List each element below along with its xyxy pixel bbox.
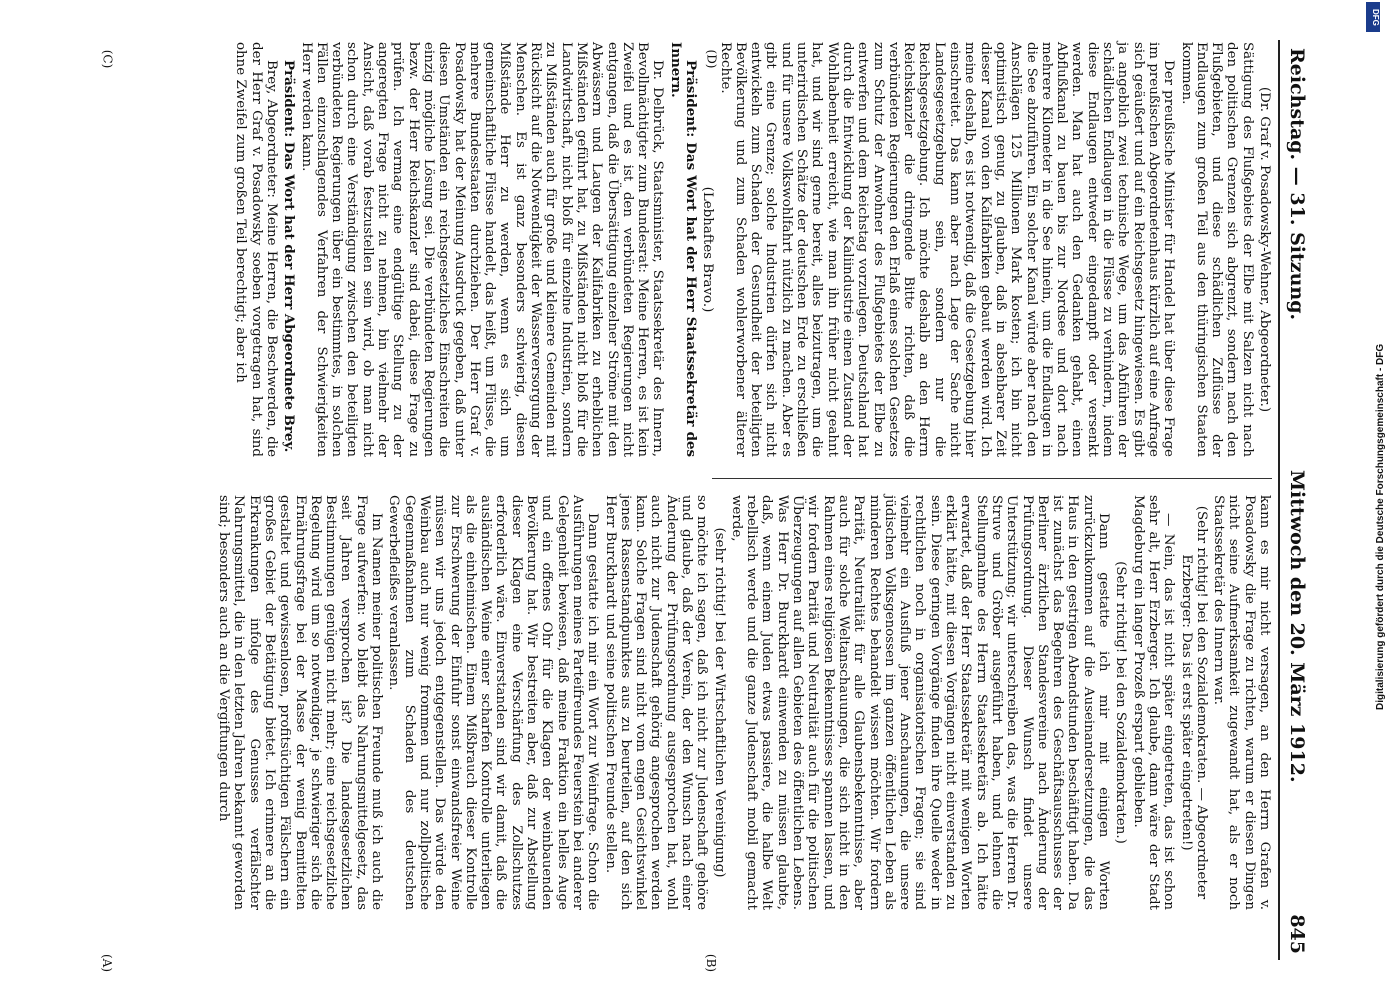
margin-mark-c: (C): [100, 49, 115, 69]
document-page: [40, 40, 1340, 960]
margin-mark-b: (B): [704, 953, 719, 973]
column-divider: [712, 478, 1272, 479]
interjection: (Sehr richtig! bei den Sozialdemokraten.): [1113, 561, 1129, 844]
column-right: [214, 495, 1272, 910]
interjection: (sehr richtig! bei der Wirtschaftlichen Vereinigung): [711, 527, 727, 878]
column-left: [231, 42, 1272, 457]
paragraph: kann es mir nicht versagen, an den Herrn Grafen v. Posadowsky die Frage zu richten, warum er diesen Dingen nicht seine Aufmerksamkeit zugewandt hat, als er noch Staatssekretär des Innern war.: [1211, 495, 1272, 910]
header-date: Mittwoch den 20. März 1912.: [1286, 470, 1308, 783]
paragraph: Dr. Delbrück, Staatsminister, Staatssekretär des Innern, Bevollmächtigter zum Bundesrat: Meine Herren, es ist kein Zweifel und es ist den verbündeten Regierungen nicht entgangen, daß die Übersättigung einzelner Ströme mit den Abwässern und Laugen der Kalifabriken zu erheblichen Mißständen geführt hat, zu Mißständen nicht bloß für die Landwirtschaft, nicht bloß für einzelne Industrien, sondern zu Mißständen auch für große und kleinere Gemeinden mit Rücksicht auf die Notwendigkeit der Wasserversorgung der Menschen. Es ist ganz besonders schwierig, diesen Mißstände Herr zu werden, wenn es sich um gemeinschaftliche Flüsse handelt, das heißt, um Flüsse, die mehrere Bundesstaaten durchziehen. Der Herr Graf v. Posadowsky hat der Meinung Ausdruck gegeben, daß unter diesen Umständen ein reichsgesetzliches Einschreiten die einzig mögliche Lösung sei. Die verbündeten Regierungen bezw. der Herr Reichskanzler sind dabei, diese Frage zu prüfen. Ich vermag eine endgültige Stellung zu der angeregten Frage nicht zu nehmen, bin vielmehr der Ansicht, daß vorab festzustellen sein wird, ob man nicht schon durch eine Verständigung zwischen den beteiligten verbündeten Regierungen über ein bestimmtes, in solchen Fällen einzuschlagendes Verfahren der Schwierigkeiten Herr werden kann.: [298, 42, 666, 457]
paragraph: Dann gestatte ich mir mit einigen Worten zurückzukommen auf die Auseinandersetzungen, die das Haus in den gestrigen Abendstunden beschäftigt haben. Da ist zunächst das Begehren des Geschäftsausschusses der Berliner ärztlichen Standesvereine nach Änderung der Prüfungsordnung. Dieser Wunsch findet unsere Unterstützung; wir unterschreiben das, was die Herren Dr. Struve und Gröber ausgeführt haben, und lehnen die Stellungnahme des Herrn Staatssekretärs ab. Ich hätte erwartet, daß der Herr Staatssekretär mit wenigen Worten erklärt hätte, mit diesen Vorgängen nicht einverstanden zu sein. Diese geringen Vorgänge finden ihre Quelle weder in rechtlichen noch in organisatorischen Fragen; sie sind vielmehr ein Ausfluß jener Anschauungen, die unsere jüdischen Volksgenossen im ganzen öffentlichen Leben als minderen Rechtes behandelt wissen möchten. Wir fordern Parität, Neutralität für alle Glaubensbekenntnisse, aber auch für solche Weltanschauungen, die sich nicht in den Rahmen eines religiösen Bekenntnisses spannen lassen, und wir fordern Parität und Neutralität auch für die politischen Überzeugungen auf allen Gebieten des öffentlichen Lebens. Was Herr Dr. Burckhardt einwenden zu müssen glaubte, daß, wenn einem Juden etwas passiere, die halbe Welt rebellisch werde und die ganze Judenschaft mobil gemacht werde,: [728, 495, 1112, 910]
paragraph: Im Namen meiner politischen Freunde muß ich auch die Frage aufwerfen: wo bleibt das Nahrungsmittelgesetz, das seit Jahren versprochen ist? Die landesgesetzlichen Bestimmungen genügen nicht mehr; eine reichsgesetzliche Regelung wird um so notwendiger, je schwieriger sich die Ernährungsfrage bei der Masse der wenig Bemittelten gestaltet und gewissenlosen, profitsüchtigen Fälschern ein großes Gebiet der Betätigung bietet. Ich erinnere an die Erkrankungen infolge des Genusses verfälschter Nahrungsmittel, die in den letzten Jahren bekannt geworden sind; besonders auch an die Vergiftungen durch: [216, 495, 385, 910]
page-number: 845: [1286, 914, 1308, 954]
paragraph: Der preußische Minister für Handel hat über diese Frage im preußischen Abgeordnetenhaus kürzlich auf eine Anfrage sich geäußert und auf ein Reichsgesetz hingewiesen. Es gibt ja angeblich zwei technische Wege, um das Abführen der schädlichen Endlaugen in die Flüsse zu verhindern, indem diese Endlaugen entweder eingedampft oder versenkt werden. Man hat auch den Gedanken gehabt, einen Abflußkanal zu bauen bis zur Nordsee und dort nach mehrere Kilometer in die See hinein, um die Endlaugen in die See abzuführen. Ein solcher Kanal würde aber nach den Anschlägen 125 Millionen Mark kosten; ich bin nicht optimistisch genug, zu glauben, daß in absehbarer Zeit dieser Kanal von den Kalifabriken gebaut werden wird. Ich meine deshalb, es ist notwendig, daß die Gesetzgebung hier einschreitet. Das kann aber nach Lage der Sache nicht Landesgesetzgebung sein, sondern nur die Reichsgesetzgebung. Ich möchte deshalb an den Herrn Reichskanzler die dringende Bitte richten, daß die verbündeten Regierungen den Erlaß eines solchen Gesetzes zum Schutz der Anwohner des Flußgebietes der Elbe zu entwerfen und dem Reichstag vorzulegen. Deutschland hat durch die Entwicklung der Kaliindustrie einen Zustand der Wohlhabenheit erreicht, wie man ihn früher nicht geahnt hat, und wir sind gerne bereit, alles beizutragen, um die unterirdischen Schätze der deutschen Erde zu erschließen und für unsere Volkswohlfahrt nützlich zu machen. Aber es gibt eine Grenze; solche Industrien dürfen sich nicht entwickeln zum Schaden der Gesundheit der beteiligten Bevölkerung und zum Schaden wohlerworbener älterer Rechte.: [717, 42, 1177, 457]
paragraph: Sättigung des Flußgebiets der Elbe mit Salzen nicht nach den politischen Grenzen sich abgrenzt, sondern nach den Flußgebieten, und diese schädlichen Zuflüsse der Endlaugen zum großen Teil aus den thüringischen Staaten kommen.: [1178, 42, 1255, 457]
president-statement: Präsident: Das Wort hat der Herr Staatssekretär des Innern.: [667, 42, 700, 457]
digitization-sidebar: [1355, 10, 1386, 710]
paragraph: Dann gestatte ich mir ein Wort zur Weinfrage. Schon die Ausführungen meines Parteifreundes Feuerstein bei anderer Gelegenheit bewiesen, daß meine Fraktion ein helles Auge und ein offenes Ohr für die Klagen der weinbauenden Bevölkerung hat. Wir bestreiten aber, daß zur Abstellung dieser Klagen eine Verschärfung des Zollschutzes erforderlich wäre. Einverstanden sind wir damit, daß die ausländischen Weine einer scharfen Kontrolle unterliegen als die einheimischen. Einem Mißbrauch dieser Kontrolle zur Erschwerung der Einfuhr sonst einwandsfreier Weine müssen wir uns jedoch entgegenstellen. Das würde den Weinbau auch nur wenig frommen und nur zollpolitische Gegenmaßnahmen zum Schaden des deutschen Gewerbefleißes veranlassen.: [386, 495, 601, 910]
interjection: (Lebhaftes Bravo.): [700, 186, 716, 313]
margin-mark-d: (D): [704, 49, 719, 69]
digitization-note: Digitalisierung gefördert durch die Deutsche Forschungsgemeinschaft - DFG: [1375, 343, 1386, 710]
header-left: Reichstag. — 31. Sitzung.: [1286, 48, 1308, 321]
page-header: [1278, 40, 1320, 960]
rotated-page-content: [60, 40, 1320, 960]
interjection: (Sehr richtig! bei den Sozialdemokraten. — Abgeordneter Erzberger: Das ist erst später eingetreten!): [1178, 505, 1209, 900]
margin-mark-a: (A): [100, 953, 115, 973]
speaker-note: (Dr. Graf v. Posadowsky-Wehner, Abgeordneter.): [1257, 86, 1272, 413]
paragraph: — Nein, das ist nicht später eingetreten, das ist schon sehr alt, Herr Erzberger. Ich glaube, dann wäre der Stadt Magdeburg ein langer Prozeß erspart geblieben.: [1130, 495, 1177, 910]
dfg-logo: DFG: [1366, 2, 1380, 32]
paragraph: so möchte ich sagen, daß ich nicht zur Judenschaft gehöre und glaube, daß der Verein, der den Wunsch nach einer Änderung der Prüfungsordnung ausgesprochen hat, wohl auch nicht zur Judenschaft gehörig angesprochen werden kann. Solche Fragen sind nicht vom engen Gesichtswinkel jenes Rassenstandpunktes aus zu beurteilen, auf den sich Herr Burckhardt und seine politischen Freunde stellen.: [602, 495, 710, 910]
paragraph: Brey, Abgeordneter: Meine Herren, die Beschwerden, die der Herr Graf v. Posadowsky soeben vorgetragen hat, sind ohne Zweifel zum großen Teil berechtigt; aber ich: [233, 42, 279, 457]
president-statement: Präsident: Das Wort hat der Herr Abgeordnete Brey.: [281, 60, 298, 453]
